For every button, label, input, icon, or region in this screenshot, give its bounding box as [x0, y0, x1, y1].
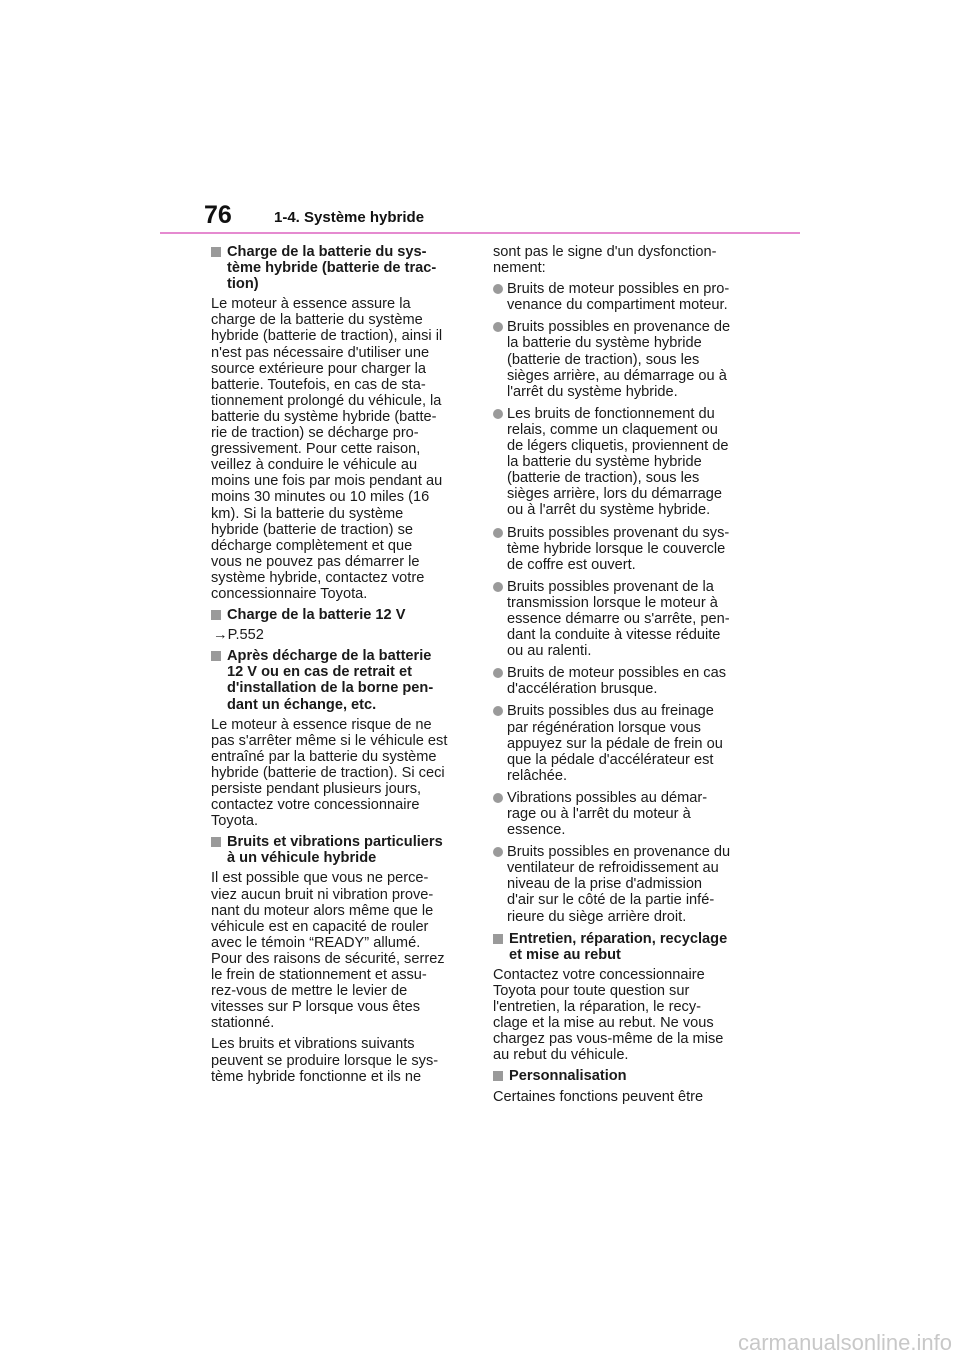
circle-bullet-icon	[493, 528, 503, 538]
circle-bullet-icon	[493, 582, 503, 592]
list-item-text: Bruits de moteur possibles en cas d'accélération brusque.	[507, 665, 727, 698]
square-bullet-icon	[211, 610, 221, 620]
paragraph-text: Les bruits et vibrations suivants peuvent se produire lorsque le sys- tème hybride fonctionne et ils ne	[211, 1036, 439, 1085]
circle-bullet-icon	[493, 706, 503, 716]
page-number: 76	[204, 201, 232, 229]
list-item-text: Vibrations possibles au démar- rage ou à l'arrêt du moteur à essence.	[507, 789, 708, 839]
paragraph	[211, 296, 469, 602]
paragraph-text: Certaines fonctions peuvent être	[493, 1088, 704, 1105]
list-item-text: Bruits possibles provenant de la transmission lorsque le moteur à essence démarre ou s'arrête, pen- dant la conduite à vitesse réduite ou au ralenti.	[507, 578, 730, 660]
list-item	[493, 525, 758, 573]
list-item-text: Bruits de moteur possibles en pro- venance du compartiment moteur.	[507, 281, 730, 314]
watermark: carmanualsonline.info	[737, 1330, 952, 1355]
square-bullet-icon	[493, 934, 503, 944]
paragraph	[493, 1089, 758, 1105]
list-item	[493, 703, 758, 783]
paragraph-text: Contactez votre concessionnaire Toyota pour toute question sur l'entretien, la réparation, le recy- clage et la mise au rebut. Ne vous chargez pas vous-même de la mise au rebut du véhicule.	[493, 966, 724, 1064]
circle-bullet-icon	[493, 668, 503, 678]
list-item	[493, 665, 758, 697]
circle-bullet-icon	[493, 847, 503, 857]
list-item	[493, 579, 758, 659]
list-item-text: Bruits possibles en provenance du ventilateur de refroidissement au niveau de la prise d'admission d'air sur le côté de la partie infé- rieure du siège arrière droit.	[507, 844, 731, 925]
list-item-text: Bruits possibles en provenance de la batterie du système hybride (batterie de traction), sous les sièges arrière, au démarrage ou à l'arrêt du système hybride.	[507, 319, 731, 400]
square-bullet-icon	[211, 651, 221, 661]
page-header	[0, 0, 960, 240]
page-reference	[211, 627, 469, 643]
section-heading	[493, 931, 758, 963]
section-heading	[211, 648, 469, 712]
list-item-text: Les bruits de fonctionnement du relais, comme un claquement ou de légers cliquetis, proviennent de la batterie du système hybride (batterie de traction), sous les sièges arrière, lors du démarrage ou à l'arrêt du système hybride.	[507, 405, 729, 519]
left-column	[211, 244, 469, 1090]
list-item	[493, 406, 758, 519]
list-item	[493, 281, 758, 313]
circle-bullet-icon	[493, 409, 503, 419]
paragraph-text: Le moteur à essence risque de ne pas s'arrêter même si le véhicule est entraîné par la batterie du système hybride (batterie de traction). Si ceci persiste pendant plusieurs jours, contactez votre concessionnaire Toyota.	[211, 716, 448, 830]
right-column	[493, 244, 758, 1110]
paragraph	[211, 717, 469, 830]
list-item-text: Bruits possibles provenant du sys- tème hybride lorsque le couvercle de coffre est ouvert.	[507, 524, 730, 573]
circle-bullet-icon	[493, 322, 503, 332]
list-item-text: Bruits possibles dus au freinage par régénération lorsque vous appuyez sur la pédale de frein ou que la pédale d'accélérateur est relâchée.	[507, 703, 723, 784]
list-item	[493, 319, 758, 399]
section-heading	[493, 1068, 758, 1084]
heading-text: Personnalisation	[509, 1068, 627, 1085]
paragraph	[493, 967, 758, 1064]
circle-bullet-icon	[493, 284, 503, 294]
list-item	[493, 790, 758, 838]
square-bullet-icon	[211, 247, 221, 257]
heading-text: Charge de la batterie du sys- tème hybride (batterie de trac- tion)	[227, 244, 437, 293]
heading-text: Charge de la batterie 12 V	[227, 607, 406, 624]
square-bullet-icon	[211, 837, 221, 847]
heading-text: Entretien, réparation, recyclage et mise au rebut	[509, 930, 728, 963]
heading-text: Après décharge de la batterie 12 V ou en cas de retrait et d'installation de la borne pen- dant un échange, etc.	[227, 648, 434, 713]
section-title: 1-4. Système hybride	[274, 209, 425, 226]
section-heading	[211, 607, 469, 623]
page-reference-text: →P.552	[213, 627, 264, 644]
heading-text: Bruits et vibrations particuliers à un véhicule hybride	[227, 834, 443, 867]
paragraph	[211, 1036, 469, 1084]
paragraph	[493, 244, 758, 276]
paragraph-text: sont pas le signe d'un dysfonction- nement:	[493, 244, 717, 277]
paragraph-text: Il est possible que vous ne perce- viez aucun bruit ni vibration prove- nant du moteur alors même que le véhicule est en capacité de rouler avec le témoin “READY” allumé. Pour des raisons de sécurité, serrez le frein de stationnement et assu- rez-vous de mettre le levier de vitesses sur P lorsque vous êtes stationné.	[211, 870, 445, 1032]
section-heading	[211, 244, 469, 292]
list-item	[493, 844, 758, 924]
square-bullet-icon	[493, 1071, 503, 1081]
paragraph	[211, 870, 469, 1031]
section-heading	[211, 834, 469, 866]
paragraph-text: Le moteur à essence assure la charge de la batterie du système hybride (batterie de traction), ainsi il n'est pas nécessaire d'utiliser une source extérieure pour charger la batterie. Toutefois, en cas de sta- tionnement prolongé du véhicule, la batterie du système hybride (batte- rie de traction) se décharge pro- gressivement. Pour cette raison, veillez à conduire le véhicule au moins une fois par mois pendant au moins 30 minutes ou 10 miles (16 km). Si la batterie du système hybride (batterie de traction) se décharge complètement et que vous ne pouvez pas démarrer le système hybride, contactez votre concessionnaire Toyota.	[211, 296, 443, 602]
circle-bullet-icon	[493, 793, 503, 803]
header-rule	[160, 232, 800, 234]
